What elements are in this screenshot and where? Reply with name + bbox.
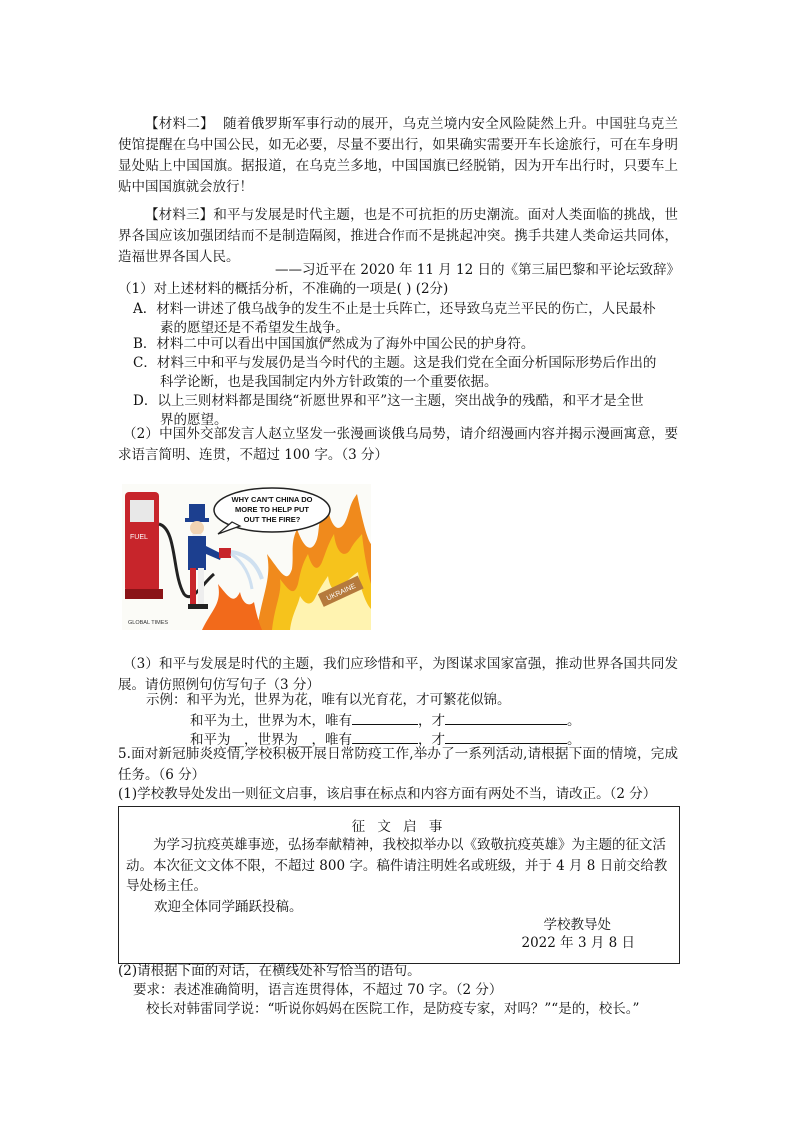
material-3-label: 【材料三】 xyxy=(145,207,214,223)
notice-welcome: 欢迎全体同学踊跃投稿。 xyxy=(154,899,303,915)
speech-line-2: MORE TO HELP PUT xyxy=(235,505,309,514)
question-5-2-dialogue: 校长对韩雷同学说：“听说你妈妈在医院工作，是防疫专家，对吗？”“是的，校长。” xyxy=(146,1001,640,1017)
question-1-stem: （1）对上述材料的概括分析，不准确的一项是( ) (2分) xyxy=(118,281,449,297)
option-d-line-1: D．以上三则材料都是围绕“祈愿世界和平”这一主题，突出战争的残酷，和平才是全世 xyxy=(133,393,644,409)
blank-2b[interactable] xyxy=(445,729,567,744)
sign-label: UKRAINE xyxy=(325,582,357,603)
material-3-paragraph xyxy=(118,205,678,268)
option-a-line-1: A．材料一讲述了俄乌战争的发生不止是士兵阵亡，还导致乌克兰平民的伤亡，人民最朴 xyxy=(133,301,656,317)
option-c-line-1: C．材料三中和平与发展仍是当今时代的主题。这是我们党在全面分析国际形势后作出的 xyxy=(133,355,657,371)
question-5-text: 5.面对新冠肺炎疫情,学校积极开展日常防疫工作,举办了一系列活动,请根据下面的情境，完成任务。（6 分） xyxy=(118,746,678,783)
question-3-example: 示例：和平为光，世界为花，唯有以光育花，才可繁花似锦。 xyxy=(146,692,511,708)
notice-title: 征 文 启 事 xyxy=(351,819,447,835)
imitation-line-2: 和平为__，世界为__，唯有 ，才 。 xyxy=(190,729,581,750)
blank-2a[interactable] xyxy=(352,729,418,744)
material-2-label: 【材料二】 xyxy=(145,116,214,132)
question-3-text: （3）和平与发展是时代的主题，我们应珍惜和平，为图谋求国家富强，推动世界各国共同发展。请仿照例句仿写句子（3 分） xyxy=(118,656,678,693)
speech-line-1: WHY CAN'T CHINA DO xyxy=(231,495,313,504)
option-c-line-2: 科学论断，也是我国制定内外方针政策的一个重要依据。 xyxy=(160,374,498,390)
option-a-line-2: 素的愿望还是不希望发生战争。 xyxy=(160,320,349,336)
question-5-1-text: (1)学校教导处发出一则征文启事，该启事在标点和内容方面有两处不当，请改正。（2 分） xyxy=(118,786,657,802)
blank-1b[interactable] xyxy=(445,710,567,725)
material-3-text: 和平与发展是时代主题，也是不可抗拒的历史潮流。面对人类面临的挑战，世界各国应该加强团结而不是制造隔阂，推进合作而不是挑起冲突。携手共建人类命运共同体，造福世界各国人民。 xyxy=(118,207,679,265)
notice-signer: 学校教导处 xyxy=(543,917,611,933)
question-5-2-requirement: 要求：表述准确简明，语言连贯得体，不超过 70 字。（2 分） xyxy=(133,982,503,998)
material-3-source: ——习近平在 2020 年 11 月 12 日的《第三届巴黎和平论坛致辞》 xyxy=(275,262,680,278)
imitation-line-1: 和平为土，世界为木，唯有 ，才 。 xyxy=(190,710,581,731)
option-b-line-1: B．材料二中可以看出中国国旗俨然成为了海外中国公民的护身符。 xyxy=(133,336,535,352)
speech-line-3: OUT THE FIRE? xyxy=(243,515,301,524)
pump-label: FUEL xyxy=(130,534,148,541)
question-5-2-text: (2)请根据下面的对话，在横线处补写恰当的语句。 xyxy=(118,963,421,979)
cartoon-credit: GLOBAL TIMES xyxy=(128,620,169,626)
option-d-line-2: 界的愿望。 xyxy=(160,412,228,428)
notice-body: 为学习抗疫英雄事迹，弘扬奉献精神，我校拟举办以《致敬抗疫英雄》为主题的征文活动。本次征文文体不限，不超过 800 字。稿件请注明姓名或班级，并于 4 月 8 日前交给教导处杨主任。 xyxy=(126,837,668,894)
cartoon-image xyxy=(122,484,371,630)
essay-notice-box xyxy=(118,806,680,964)
material-2-text: 随着俄罗斯军事行动的展开，乌克兰境内安全风险陡然上升。中国驻乌克兰使馆提醒在乌中国公民，如无必要，尽量不要出行，如果确实需要开车长途旅行，可在车身明显处贴上中国国旗。据报道，在乌克兰多地，中国国旗已经脱销，因为开车出行时，只要车上贴中国国旗就会放行！ xyxy=(118,116,678,195)
question-2-text: （2）中国外交部发言人赵立坚发一张漫画谈俄乌局势，请介绍漫画内容并揭示漫画寓意，要求语言简明、连贯，不超过 100 字。（3 分） xyxy=(118,426,678,463)
material-2-paragraph xyxy=(118,114,678,198)
blank-1a[interactable] xyxy=(352,710,418,725)
notice-date: 2022 年 3 月 8 日 xyxy=(521,935,635,951)
